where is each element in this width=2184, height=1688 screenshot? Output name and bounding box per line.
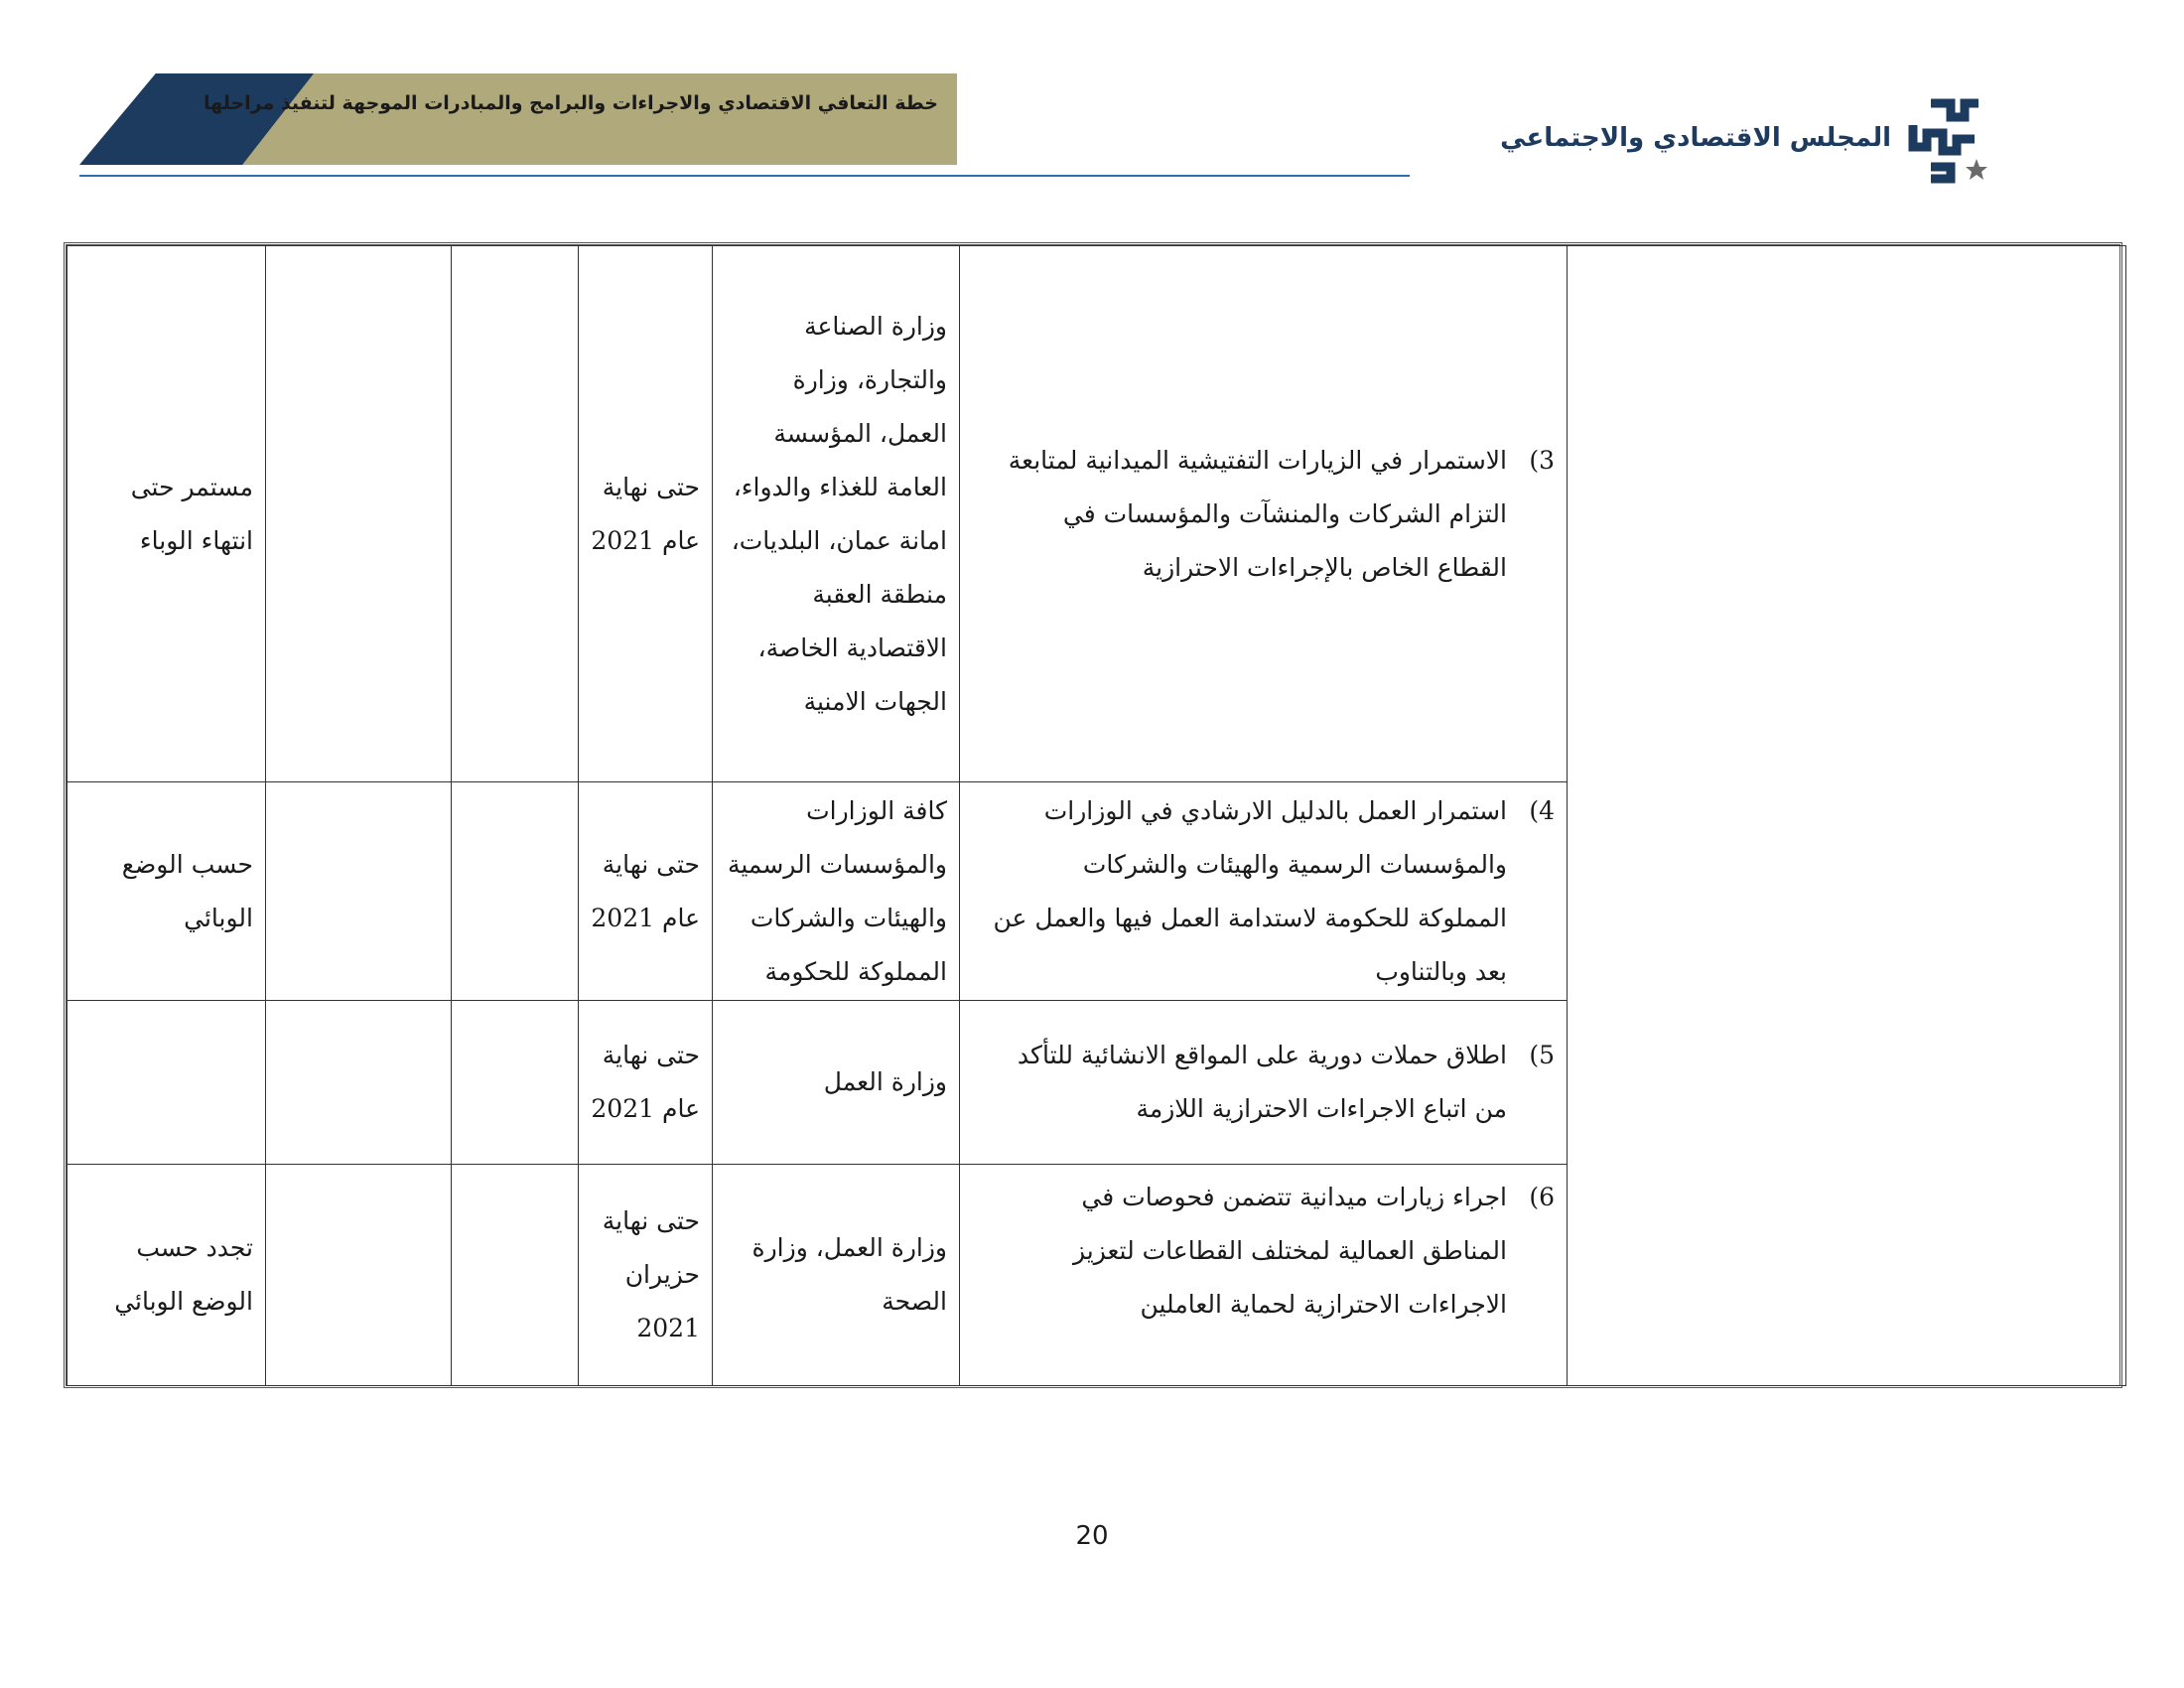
item-number: 5) [1529,1041,1555,1069]
action-item-cell [960,1165,1568,1386]
empty-cell [452,782,579,1001]
responsible-entities-cell: وزارة الصناعة والتجارة، وزارة العمل، المؤسسة العامة للغذاء والدواء، امانة عمان، البلديات، منطقة العقبة الاقتصادية الخاصة، الجهات الامنية [713,246,960,782]
action-item-cell [960,1001,1568,1165]
category-cell [1568,246,2126,1386]
status-cell [68,1001,266,1165]
empty-cell [266,1165,452,1386]
status-cell: تجدد حسب الوضع الوبائي [68,1165,266,1386]
action-item-cell [960,246,1568,782]
item-text: اجراء زيارات ميدانية تتضمن فحوصات في المناطق العمالية لمختلف القطاعات لتعزيز الاجراءات الاحترازية لحماية العاملين [1072,1183,1507,1319]
item-text: استمرار العمل بالدليل الارشادي في الوزارات والمؤسسات الرسمية والهيئات والشركات المملوكة للحكومة لاستدامة العمل فيها والعمل عن بعد وبالتناوب [993,795,1507,986]
item-text: الاستمرار في الزيارات التفتيشية الميدانية لمتابعة التزام الشركات والمنشآت والمؤسسات في القطاع الخاص بالإجراءات الاحترازية [1008,445,1507,582]
action-item-cell [960,782,1568,1001]
organization-logo-icon [1901,95,1990,185]
timeline-cell: حتى نهاية عام 2021 [579,782,713,1001]
item-text: اطلاق حملات دورية على المواقع الانشائية للتأكد من اتباع الاجراءات الاحترازية اللازمة [1017,1041,1507,1123]
empty-cell [266,1001,452,1165]
responsible-entities-cell: وزارة العمل [713,1001,960,1165]
responsible-entities-cell: وزارة العمل، وزارة الصحة [713,1165,960,1386]
table-row [68,246,2126,782]
empty-cell [266,782,452,1001]
empty-cell [266,246,452,782]
status-cell: حسب الوضع الوبائي [68,782,266,1001]
organization-name: المجلس الاقتصادي والاجتماعي [1500,123,1891,153]
actions-table [64,242,2122,1388]
item-number: 4) [1529,795,1555,825]
document-title: خطة التعافي الاقتصادي والاجراءات والبرامج والمبادرات الموجهة لتنفيذ مراحلها [204,92,938,114]
empty-cell [452,1001,579,1165]
header-divider [79,175,1410,177]
timeline-cell: حتى نهاية عام 2021 [579,1001,713,1165]
responsible-entities-cell: كافة الوزارات والمؤسسات الرسمية والهيئات والشركات المملوكة للحكومة [713,782,960,1001]
timeline-cell: حتى نهاية حزيران 2021 [579,1165,713,1386]
timeline-cell: حتى نهاية عام 2021 [579,246,713,782]
page-number: 20 [1075,1521,1109,1551]
empty-cell [452,1165,579,1386]
empty-cell [452,246,579,782]
status-cell: مستمر حتى انتهاء الوباء [68,246,266,782]
item-number: 6) [1529,1183,1555,1211]
item-number: 3) [1529,445,1555,475]
